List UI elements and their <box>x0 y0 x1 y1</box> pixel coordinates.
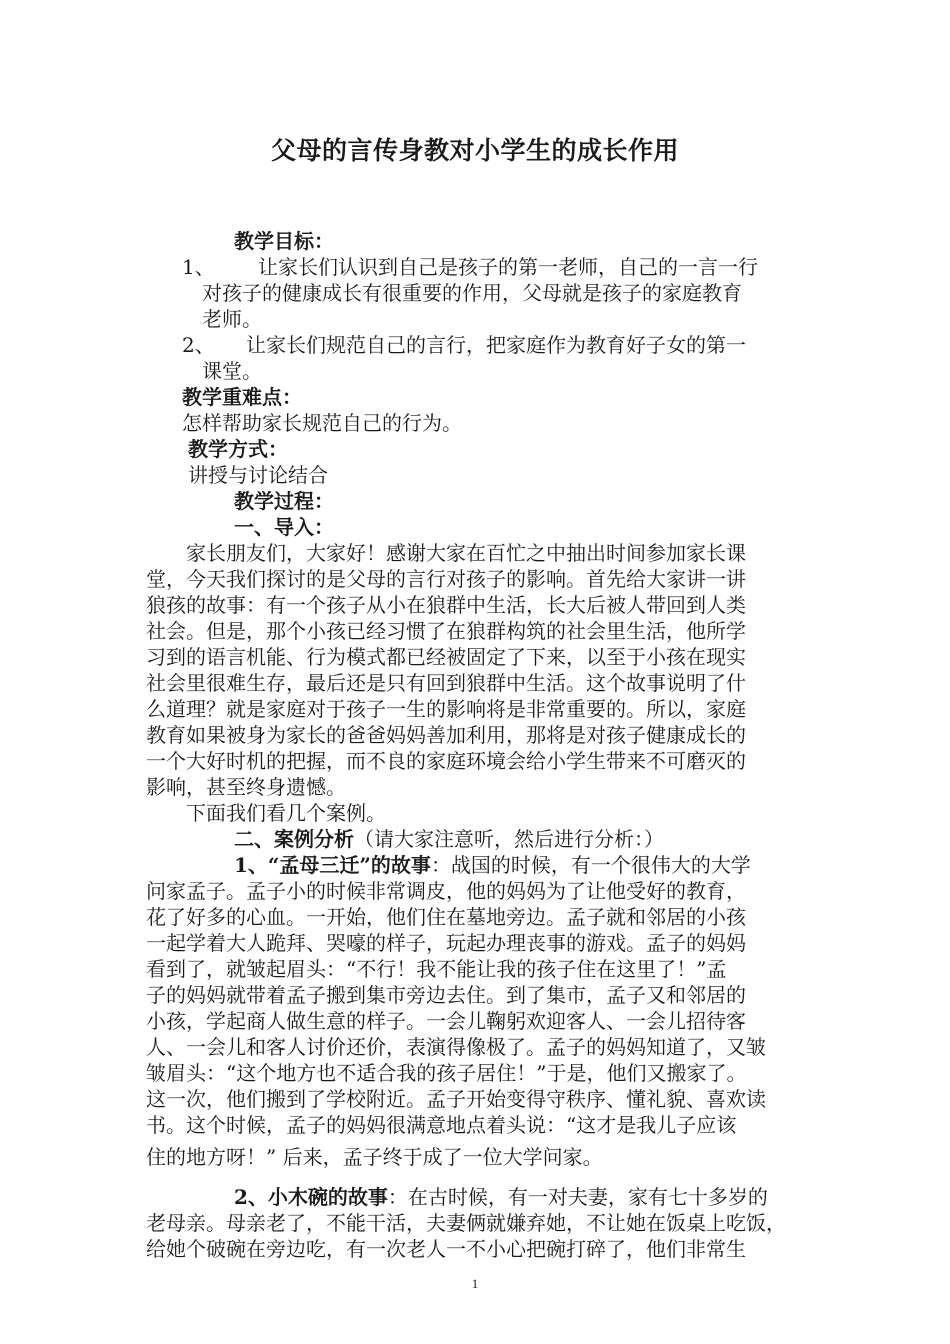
case1-last-line: 住的地方呀！” 后来，孟子终于成了一位大学问家。 <box>146 1145 603 1169</box>
case1-line-3: 一起学着大人跪拜、哭嚎的样子，玩起办理丧事的游戏。孟子的妈妈 <box>146 931 746 955</box>
page-number: 1 <box>471 1276 479 1291</box>
method-text: 讲授与讨论结合 <box>188 463 328 487</box>
intro-line-8: 教育如果被身为家长的爸爸妈妈善加利用，那将是对孩子健康成长的 <box>146 723 746 747</box>
case2-first-line <box>234 1184 768 1210</box>
case1-heading: 1、“孟母三迁”的故事 <box>234 853 431 877</box>
goal-1-number: 1、 <box>182 255 215 279</box>
document-title: 父母的言传身教对小学生的成长作用 <box>270 136 679 165</box>
case1-line-4: 看到了，就皱起眉头：“不行！我不能让我的孩子住在这里了！”孟 <box>146 957 727 981</box>
intro-line-10: 影响，甚至终身遗憾。 <box>146 775 346 799</box>
cases-heading-line <box>234 826 664 852</box>
intro-line-2: 堂，今天我们探讨的是父母的言行对孩子的影响。首先给大家讲一讲 <box>146 567 746 591</box>
cases-heading: 二、案例分析 <box>234 827 354 851</box>
goal-1-line-3: 老师。 <box>202 307 262 331</box>
goal-2-number: 2、 <box>182 333 215 357</box>
case1-line-5: 子的妈妈就带着孟子搬到集市旁边去住。到了集市，孟子又和邻居的 <box>146 983 746 1007</box>
intro-line-4: 社会。但是，那个小孩已经习惯了在狼群构筑的社会里生活，他所学 <box>146 619 746 643</box>
cases-intro: 下面我们看几个案例。 <box>186 801 386 825</box>
intro-heading: 一、导入： <box>234 515 334 539</box>
intro-line-7: 么道理？就是家庭对于孩子一生的影响将是非常重要的。所以，家庭 <box>146 697 746 721</box>
goal-2-line-2: 课堂。 <box>202 359 262 383</box>
case1-line-10: 书。这个时候，孟子的妈妈很满意地点着头说：“这才是我儿子应该 <box>146 1113 737 1137</box>
goal-1-line-2: 对孩子的健康成长有很重要的作用，父母就是孩子的家庭教育 <box>202 281 742 305</box>
intro-line-3: 狼孩的故事：有一个孩子从小在狼群中生活，长大后被人带回到人类 <box>146 593 746 617</box>
case1-line-1: 问家孟子。孟子小的时候非常调皮，他的妈妈为了让他受好的教育， <box>146 879 746 903</box>
intro-line-1: 家长朋友们，大家好！感谢大家在百忙之中抽出时间参加家长课 <box>186 541 746 565</box>
intro-line-9: 一个大好时机的把握，而不良的家庭环境会给小学生带来不可磨灭的 <box>146 749 746 773</box>
case2-line-2: 给她个破碗在旁边吃，有一次老人一不小心把碗打碎了，他们非常生 <box>146 1237 746 1261</box>
case1-first-text: ：战国的时候，有一个很伟大的大学 <box>430 853 751 877</box>
case1-line-8: 皱眉头：“这个地方也不适合我的孩子居住！”于是，他们又搬家了。 <box>146 1061 747 1085</box>
intro-line-5: 习到的语言机能、行为模式都已经被固定了下来，以至于小孩在现实 <box>146 645 746 669</box>
case2-heading: 2、小木碗的故事 <box>234 1185 388 1209</box>
case2-first-text: ：在古时候，有一对夫妻，家有七十多岁的 <box>387 1185 768 1209</box>
method-heading: 教学方式： <box>188 437 288 461</box>
goal-2-line-1: 让家长们规范自己的言行，把家庭作为教育好子女的第一 <box>246 333 746 357</box>
difficulty-heading: 教学重难点： <box>182 385 302 409</box>
intro-line-6: 社会里很难生存，最后还是只有回到狼群中生活。这个故事说明了什 <box>146 671 746 695</box>
cases-note: （请大家注意听，然后进行分析：） <box>354 827 664 851</box>
case1-line-6: 小孩，学起商人做生意的样子。一会儿鞠躬欢迎客人、一会儿招待客 <box>146 1009 746 1033</box>
case1-first-line <box>234 852 751 878</box>
case1-line-7: 人、一会儿和客人讨价还价，表演得像极了。孟子的妈妈知道了，又皱 <box>146 1035 766 1059</box>
case1-line-9: 这一次，他们搬到了学校附近。孟子开始变得守秩序、懂礼貌、喜欢读 <box>146 1087 766 1111</box>
case2-line-1: 老母亲。母亲老了，不能干活，夫妻俩就嫌弃她，不让她在饭桌上吃饭， <box>146 1211 786 1235</box>
difficulty-text: 怎样帮助家长规范自己的行为。 <box>182 411 462 435</box>
goal-1-line-1: 让家长们认识到自己是孩子的第一老师，自己的一言一行 <box>258 255 758 279</box>
goals-heading: 教学目标： <box>234 229 334 253</box>
case1-line-2: 花了好多的心血。一开始，他们住在墓地旁边。孟子就和邻居的小孩 <box>146 905 746 929</box>
process-heading: 教学过程： <box>234 489 334 513</box>
